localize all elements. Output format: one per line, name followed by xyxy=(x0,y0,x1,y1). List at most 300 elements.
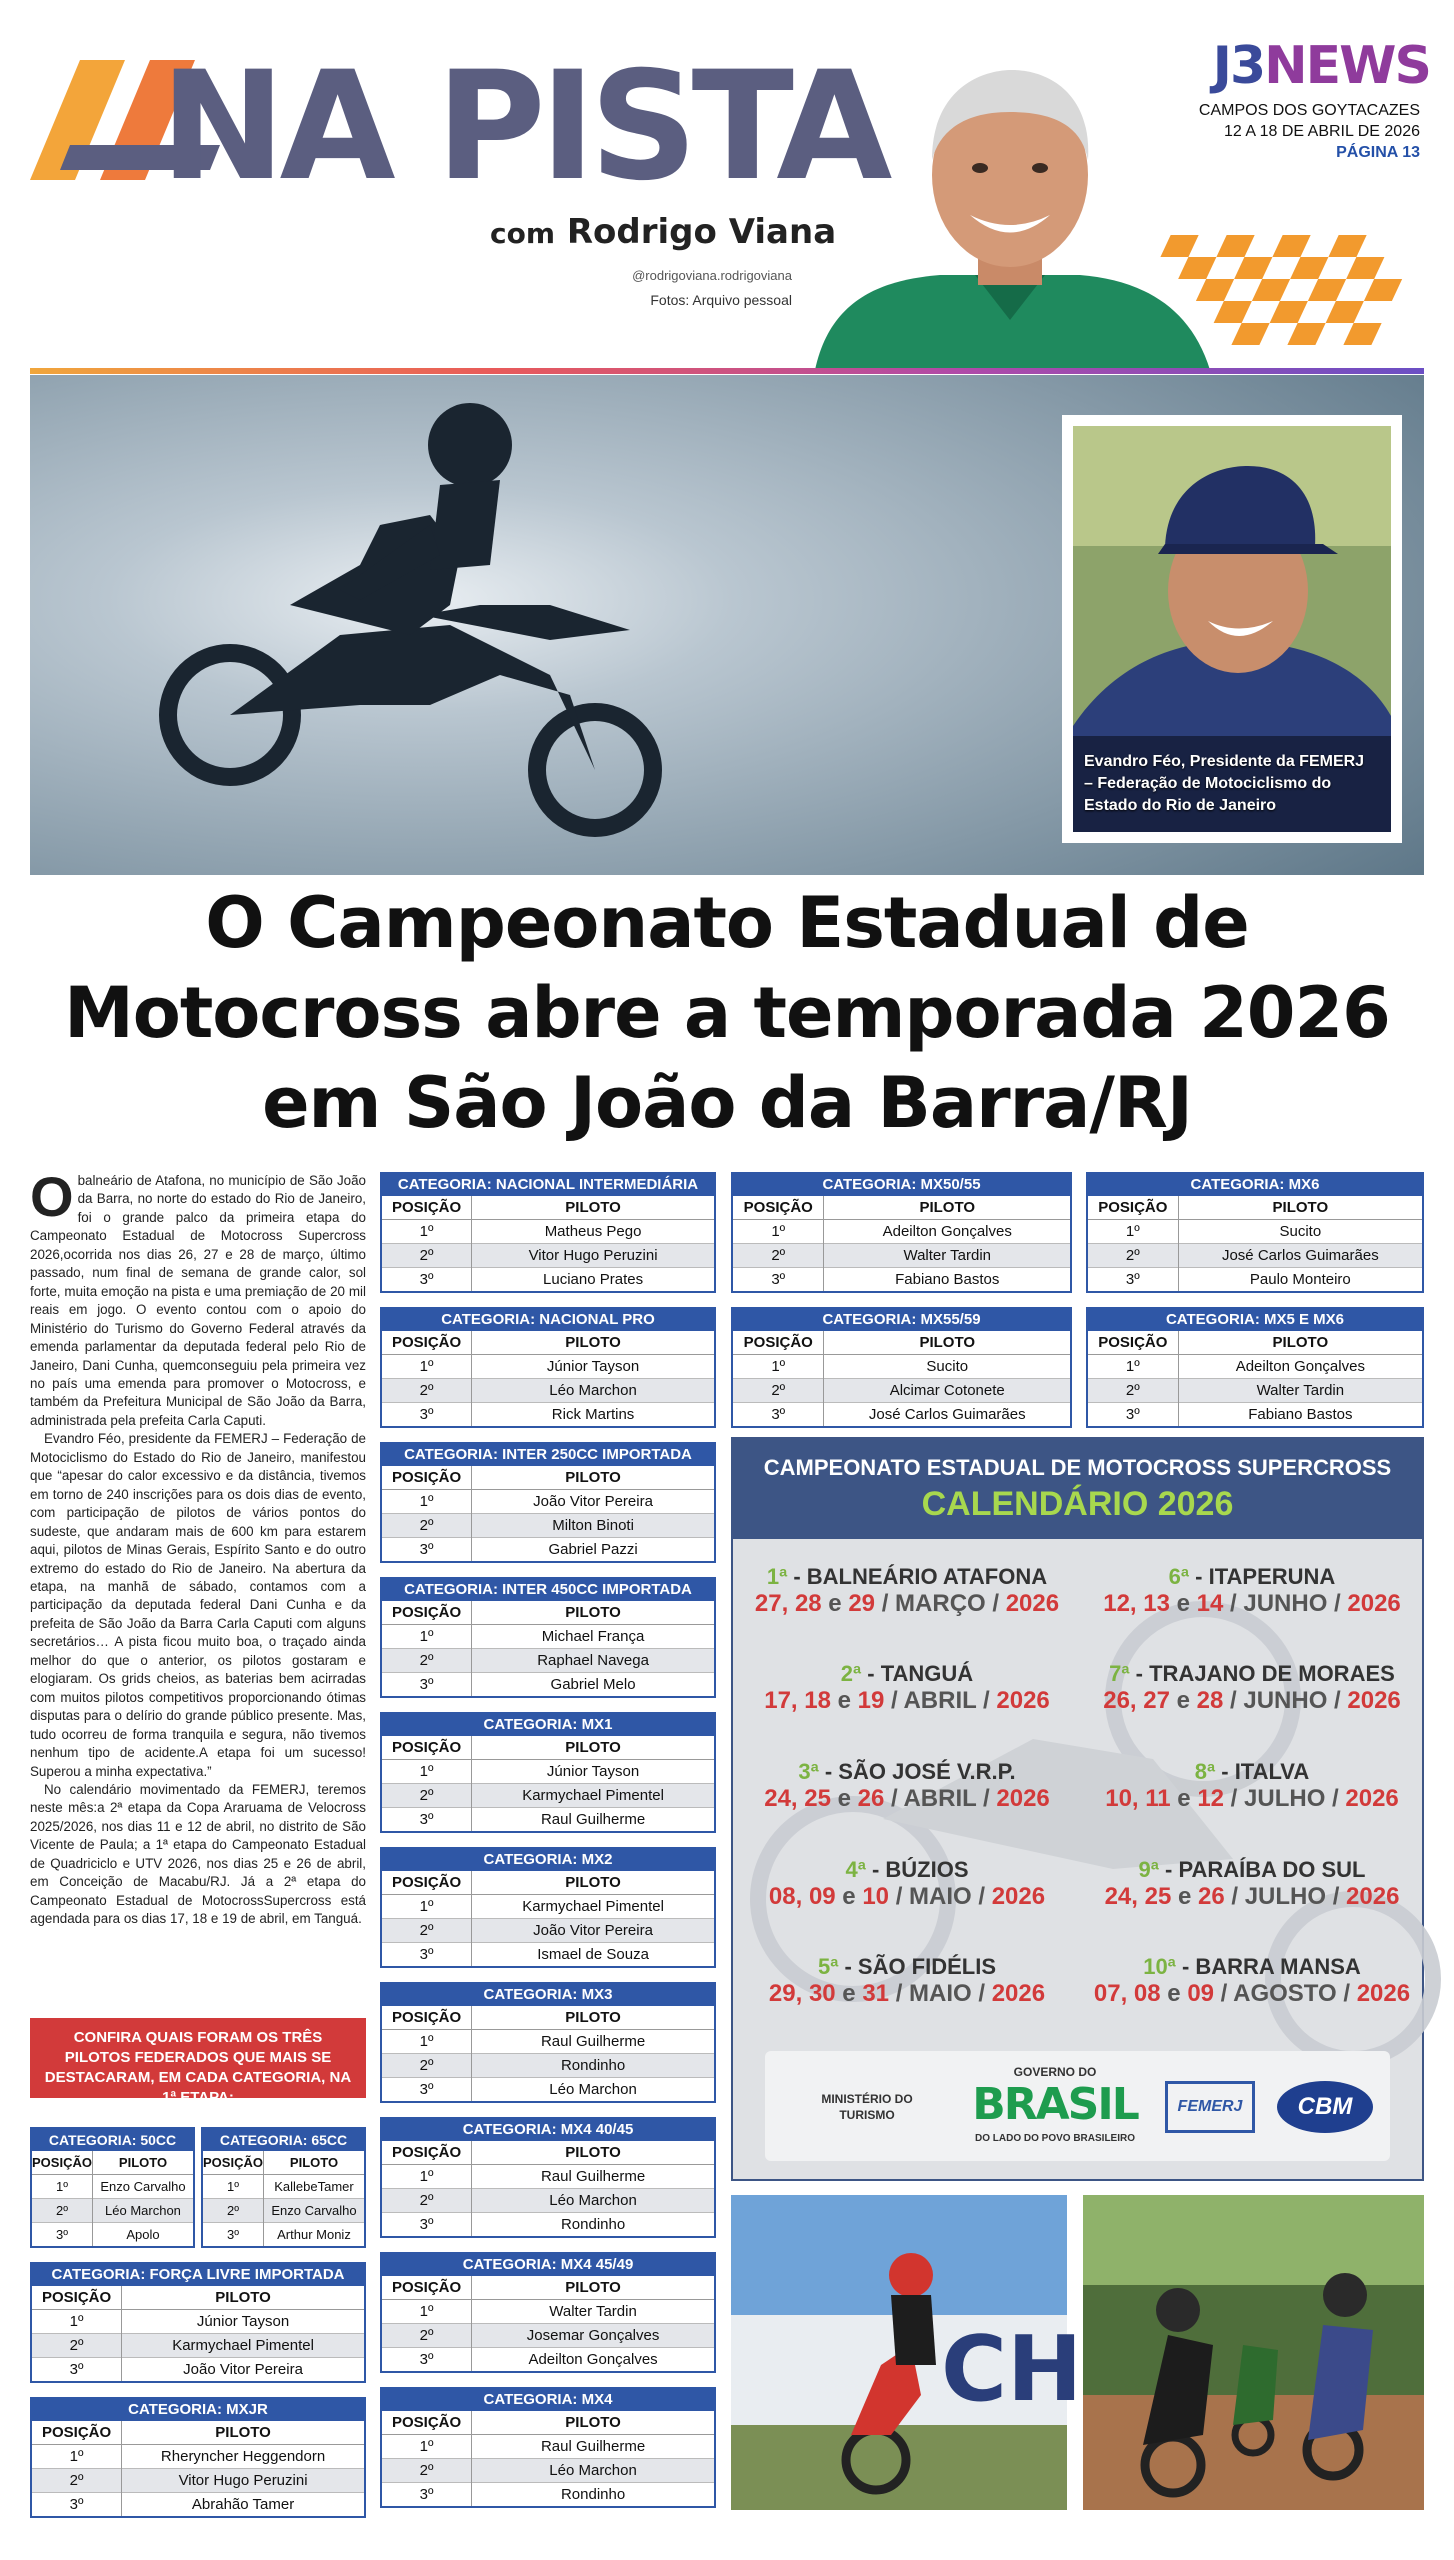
position-cell: 3º xyxy=(32,2492,122,2516)
table-row xyxy=(733,1402,1070,1426)
table-row xyxy=(382,2164,714,2188)
pilot-cell: Júnior Tayson xyxy=(472,1759,714,1783)
table-row xyxy=(1088,1219,1422,1243)
position-cell: 2º xyxy=(382,2323,472,2347)
position-cell: 1º xyxy=(32,2309,122,2333)
pilot-cell: Karmychael Pimentel xyxy=(122,2333,364,2357)
position-header: POSIÇÃO xyxy=(382,1871,472,1894)
results-table xyxy=(203,2151,364,2246)
event-year: 2026 xyxy=(1356,1980,1411,2007)
table-row xyxy=(382,1759,714,1783)
pilot-cell: Rick Martins xyxy=(472,1402,714,1426)
pilot-cell: Léo Marchon xyxy=(472,2077,714,2101)
position-cell: 3º xyxy=(382,1537,472,1561)
results-table xyxy=(382,2411,714,2506)
category-title: CATEGORIA: 50CC xyxy=(32,2129,193,2151)
category-table xyxy=(380,2117,716,2238)
social-handle: @rodrigoviana.rodrigoviana xyxy=(632,268,792,283)
position-header: POSIÇÃO xyxy=(733,1196,824,1219)
page-number: PÁGINA 13 xyxy=(1336,144,1420,161)
event-place: - BALNEÁRIO ATAFONA xyxy=(787,1564,1048,1589)
pilot-cell: Adeilton Gonçalves xyxy=(1178,1354,1422,1378)
pilot-cell: Léo Marchon xyxy=(92,2198,193,2222)
edition-city: CAMPOS DOS GOYTACAZES xyxy=(1198,102,1420,119)
event-order: 3ª xyxy=(798,1759,819,1784)
table-row xyxy=(382,1918,714,1942)
pilot-cell: Walter Tardin xyxy=(472,2299,714,2323)
calendar-event xyxy=(1082,1857,1422,1911)
sponsor-bar xyxy=(765,2051,1390,2161)
results-table xyxy=(382,2141,714,2236)
results-table xyxy=(733,1196,1070,1291)
category-table xyxy=(380,2252,716,2373)
pilot-header: PILOTO xyxy=(122,2286,364,2309)
na-pista-logo xyxy=(30,40,887,214)
j3news-logo xyxy=(1180,36,1430,96)
category-title: CATEGORIA: MXJR xyxy=(32,2399,364,2421)
event-conj: e xyxy=(835,1980,863,2007)
pilot-cell: Raul Guilherme xyxy=(472,2029,714,2053)
pilot-cell: João Vitor Pereira xyxy=(472,1489,714,1513)
event-month: / JULHO / xyxy=(1224,1785,1346,1812)
position-header: POSIÇÃO xyxy=(382,2141,472,2164)
position-cell: 2º xyxy=(382,1648,472,1672)
calendar-header xyxy=(733,1439,1422,1539)
pilot-header: PILOTO xyxy=(472,1736,714,1759)
event-day-last: 29 xyxy=(848,1590,876,1617)
pilot-cell: Vitor Hugo Peruzini xyxy=(472,1243,714,1267)
event-month: / ABRIL / xyxy=(884,1687,997,1714)
results-table xyxy=(382,1871,714,1966)
pilot-header: PILOTO xyxy=(472,2276,714,2299)
position-cell: 3º xyxy=(203,2222,263,2246)
cbm-logo: CBM xyxy=(1277,2081,1373,2133)
calendar-panel xyxy=(731,1437,1424,2181)
position-cell: 2º xyxy=(32,2333,122,2357)
table-row xyxy=(382,2299,714,2323)
pilot-cell: Léo Marchon xyxy=(472,2458,714,2482)
event-place: - ITALVA xyxy=(1215,1759,1310,1784)
category-title: CATEGORIA: NACIONAL INTERMEDIÁRIA xyxy=(382,1174,714,1196)
pilot-cell: Apolo xyxy=(92,2222,193,2246)
table-row xyxy=(32,2309,364,2333)
pilot-cell: Rondinho xyxy=(472,2482,714,2506)
event-name xyxy=(1082,1857,1422,1883)
pilot-header: PILOTO xyxy=(824,1331,1070,1354)
category-title: CATEGORIA: NACIONAL PRO xyxy=(382,1309,714,1331)
logo-text: NA PISTA xyxy=(160,40,887,214)
pilot-header: PILOTO xyxy=(263,2151,364,2174)
event-conj: e xyxy=(1160,1980,1188,2007)
event-days: 29, 30 xyxy=(768,1980,836,2007)
table-row xyxy=(733,1354,1070,1378)
position-cell: 3º xyxy=(1088,1267,1178,1291)
table-row xyxy=(382,1243,714,1267)
table-row xyxy=(382,2029,714,2053)
byline-name: Rodrigo Viana xyxy=(566,212,837,252)
event-day-last: 26 xyxy=(857,1785,885,1812)
event-days: 26, 27 xyxy=(1103,1687,1170,1714)
event-place: - TANGUÁ xyxy=(861,1661,974,1686)
table-row xyxy=(382,1513,714,1537)
results-callout: CONFIRA QUAIS FORAM OS TRÊS PILOTOS FEDERADOS QUE MAIS SE DESTACARAM, EM CADA CATEGORIA, NA 1ª ETAPA: xyxy=(30,2018,366,2098)
pilot-header: PILOTO xyxy=(824,1196,1070,1219)
position-header: POSIÇÃO xyxy=(382,1601,472,1624)
position-cell: 2º xyxy=(733,1378,824,1402)
position-cell: 2º xyxy=(1088,1243,1178,1267)
event-name xyxy=(1082,1759,1422,1785)
headline xyxy=(20,878,1434,1148)
pilot-cell: Alcimar Cotonete xyxy=(824,1378,1070,1402)
event-order: 9ª xyxy=(1138,1857,1159,1882)
results-table xyxy=(382,1196,714,1291)
j3-logo-part: J3 xyxy=(1212,36,1265,96)
event-name xyxy=(1082,1564,1422,1590)
event-year: 2026 xyxy=(996,1687,1050,1714)
position-cell: 1º xyxy=(382,1894,472,1918)
pilot-cell: Raul Guilherme xyxy=(472,2434,714,2458)
svg-text:CH: CH xyxy=(941,2317,1083,2422)
article-text: balneário de Atafona, no município de São João da Barra, no norte do estado do Rio de Janeiro, foi o grande palco da primeira etapa do Campeonato Estadual de Motocross Supercross 2026,ocorrida nos dias 26, 27 e 28 de março, último passado, num final de semana de grande calor, sol forte, muita emoção na pista e uma premiação de 20 mil reais em jogo. O evento contou com o apoio do Ministério do Turismo do Governo Federal através da emenda parlamentar da deputada federal pelo Rio de Janeiro, Dani Cunha, quemconseguiu pela primeira vez no país uma emenda para promover o Motocross, e também da Prefeitura Municipal de São João da Barra, administrada pela prefeita Carla Caputi. xyxy=(30,1173,366,1428)
event-month: / JUNHO / xyxy=(1223,1687,1348,1714)
event-days: 07, 08 xyxy=(1093,1980,1161,2007)
position-cell: 1º xyxy=(382,2434,472,2458)
event-name xyxy=(737,1857,1077,1883)
event-conj: e xyxy=(821,1590,849,1617)
event-order: 7ª xyxy=(1109,1661,1130,1686)
position-cell: 1º xyxy=(1088,1219,1178,1243)
pilot-cell: Paulo Monteiro xyxy=(1178,1267,1422,1291)
motocross-jump-photo xyxy=(731,2195,1083,2510)
calendar-event xyxy=(737,1564,1077,1618)
event-dates xyxy=(1082,1785,1422,1813)
brasil-logo: BRASIL xyxy=(972,2079,1138,2130)
event-name xyxy=(1082,1954,1422,1980)
position-header: POSIÇÃO xyxy=(32,2286,122,2309)
pilot-header: PILOTO xyxy=(92,2151,193,2174)
position-cell: 3º xyxy=(32,2357,122,2381)
pilot-cell: Júnior Tayson xyxy=(472,1354,714,1378)
position-header: POSIÇÃO xyxy=(382,2276,472,2299)
pilot-cell: Milton Binoti xyxy=(472,1513,714,1537)
pilot-cell: Josemar Gonçalves xyxy=(472,2323,714,2347)
position-cell: 2º xyxy=(203,2198,263,2222)
calendar-event xyxy=(737,1857,1077,1911)
calendar-event xyxy=(737,1759,1077,1813)
event-order: 8ª xyxy=(1194,1759,1216,1784)
table-row xyxy=(382,2077,714,2101)
position-cell: 1º xyxy=(203,2174,263,2198)
pilot-cell: Rondinho xyxy=(472,2212,714,2236)
table-row xyxy=(382,2323,714,2347)
table-row xyxy=(32,2444,364,2468)
position-cell: 1º xyxy=(382,1354,472,1378)
position-header: POSIÇÃO xyxy=(382,2411,472,2434)
event-dates xyxy=(737,1883,1077,1911)
position-cell: 2º xyxy=(1088,1378,1178,1402)
table-row xyxy=(382,1648,714,1672)
table-row xyxy=(382,1489,714,1513)
inset-caption: Evandro Féo, Presidente da FEMERJ – Federação de Motociclismo do Estado do Rio de Janeiro xyxy=(1084,753,1365,814)
event-year: 2026 xyxy=(1346,1883,1400,1910)
position-cell: 1º xyxy=(382,2029,472,2053)
pilot-cell: Luciano Prates xyxy=(472,1267,714,1291)
table-row xyxy=(382,1378,714,1402)
pilot-cell: Fabiano Bastos xyxy=(1178,1402,1422,1426)
table-row xyxy=(382,2347,714,2371)
position-cell: 1º xyxy=(733,1354,824,1378)
category-title: CATEGORIA: MX4 45/49 xyxy=(382,2254,714,2276)
event-order: 4ª xyxy=(845,1857,866,1882)
results-table xyxy=(382,1331,714,1426)
pilot-header: PILOTO xyxy=(1178,1331,1422,1354)
position-cell: 3º xyxy=(382,1807,472,1831)
position-cell: 2º xyxy=(382,2188,472,2212)
results-table xyxy=(382,2276,714,2371)
position-cell: 2º xyxy=(32,2468,122,2492)
results-table xyxy=(382,1736,714,1831)
position-cell: 2º xyxy=(733,1243,824,1267)
event-dates xyxy=(737,1590,1077,1618)
pilot-cell: Léo Marchon xyxy=(472,1378,714,1402)
table-row xyxy=(382,1354,714,1378)
position-cell: 3º xyxy=(1088,1402,1178,1426)
table-row xyxy=(32,2222,193,2246)
category-title: CATEGORIA: 65CC xyxy=(203,2129,364,2151)
event-day-last: 12 xyxy=(1197,1785,1225,1812)
headline-line: O Campeonato Estadual de xyxy=(205,882,1249,964)
pilot-cell: Walter Tardin xyxy=(1178,1378,1422,1402)
pilot-header: PILOTO xyxy=(472,1466,714,1489)
pilot-header: PILOTO xyxy=(472,2141,714,2164)
pilot-cell: Walter Tardin xyxy=(824,1243,1070,1267)
position-cell: 3º xyxy=(733,1267,824,1291)
pilot-cell: Arthur Moniz xyxy=(263,2222,364,2246)
table-row xyxy=(382,2188,714,2212)
table-row xyxy=(382,1783,714,1807)
inset-photo-frame xyxy=(1062,415,1402,843)
event-place: - TRAJANO DE MORAES xyxy=(1129,1661,1395,1686)
category-title: CATEGORIA: MX2 xyxy=(382,1849,714,1871)
pilot-cell: José Carlos Guimarães xyxy=(1178,1243,1422,1267)
position-cell: 3º xyxy=(382,2482,472,2506)
results-table xyxy=(32,2421,364,2516)
position-cell: 1º xyxy=(1088,1354,1178,1378)
category-table xyxy=(380,2387,716,2508)
category-table xyxy=(380,1577,716,1698)
table-row xyxy=(382,1219,714,1243)
columnist-portrait xyxy=(800,50,1220,370)
table-row xyxy=(733,1219,1070,1243)
article-body xyxy=(30,1165,366,1929)
calendar-event xyxy=(737,1954,1077,2008)
pilot-cell: Adeilton Gonçalves xyxy=(472,2347,714,2371)
event-order: 10ª xyxy=(1143,1954,1176,1979)
event-days: 10, 11 xyxy=(1105,1785,1171,1812)
position-cell: 2º xyxy=(382,1918,472,1942)
position-cell: 1º xyxy=(382,1624,472,1648)
position-header: POSIÇÃO xyxy=(382,1466,472,1489)
event-order: 6ª xyxy=(1168,1564,1190,1589)
category-title: CATEGORIA: MX3 xyxy=(382,1984,714,2006)
position-cell: 3º xyxy=(382,1672,472,1696)
calendar-event xyxy=(1082,1564,1422,1618)
table-row xyxy=(382,2053,714,2077)
pilot-cell: Rheryncher Heggendorn xyxy=(122,2444,364,2468)
table-row xyxy=(382,2212,714,2236)
table-row xyxy=(382,2482,714,2506)
category-title: CATEGORIA: MX4 xyxy=(382,2389,714,2411)
event-days: 27, 28 xyxy=(754,1590,822,1617)
position-header: POSIÇÃO xyxy=(382,1196,472,1219)
pilot-cell: Adeilton Gonçalves xyxy=(824,1219,1070,1243)
event-day-last: 19 xyxy=(857,1687,885,1714)
position-cell: 1º xyxy=(382,2299,472,2323)
results-table xyxy=(382,1466,714,1561)
table-row xyxy=(733,1243,1070,1267)
table-row xyxy=(382,1672,714,1696)
pilot-cell: Ismael de Souza xyxy=(472,1942,714,1966)
position-cell: 3º xyxy=(733,1402,824,1426)
position-header: POSIÇÃO xyxy=(733,1331,824,1354)
event-conj: e xyxy=(1170,1785,1198,1812)
pilot-header: PILOTO xyxy=(472,1196,714,1219)
calendar-subtitle: CALENDÁRIO 2026 xyxy=(921,1485,1234,1523)
calendar-title: CAMPEONATO ESTADUAL DE MOTOCROSS SUPERCROSS xyxy=(763,1455,1392,1480)
pilot-header: PILOTO xyxy=(472,1871,714,1894)
event-name xyxy=(737,1661,1077,1687)
pilot-cell: Sucito xyxy=(1178,1219,1422,1243)
pilot-header: PILOTO xyxy=(1178,1196,1422,1219)
calendar-event xyxy=(1082,1954,1422,2008)
pilot-cell: Fabiano Bastos xyxy=(824,1267,1070,1291)
femerj-logo: FEMERJ xyxy=(1165,2081,1255,2133)
pilot-cell: Raul Guilherme xyxy=(472,2164,714,2188)
event-dates xyxy=(737,1687,1077,1715)
event-year: 2026 xyxy=(1005,1590,1060,1617)
event-place: - SÃO JOSÉ V.R.P. xyxy=(818,1759,1016,1784)
table-row xyxy=(382,1402,714,1426)
table-row xyxy=(32,2468,364,2492)
table-row xyxy=(1088,1378,1422,1402)
event-day-last: 26 xyxy=(1197,1883,1225,1910)
table-row xyxy=(382,1267,714,1291)
category-title: CATEGORIA: MX4 40/45 xyxy=(382,2119,714,2141)
table-row xyxy=(382,1807,714,1831)
table-row xyxy=(32,2357,364,2381)
event-month: / JULHO / xyxy=(1224,1883,1347,1910)
event-name xyxy=(737,1564,1077,1590)
ministry-logo: MINISTÉRIO DO TURISMO xyxy=(821,2092,913,2122)
pilot-cell: José Carlos Guimarães xyxy=(824,1402,1070,1426)
event-dates xyxy=(1082,1980,1422,2008)
position-cell: 3º xyxy=(382,1942,472,1966)
edition-date: 12 A 18 DE ABRIL DE 2026 xyxy=(1224,123,1420,140)
position-header: POSIÇÃO xyxy=(382,2006,472,2029)
results-table xyxy=(733,1331,1070,1426)
news-logo-part: NEWS xyxy=(1264,36,1430,96)
pilot-header: PILOTO xyxy=(472,2411,714,2434)
pilot-cell: Júnior Tayson xyxy=(122,2309,364,2333)
position-cell: 1º xyxy=(382,1489,472,1513)
event-name xyxy=(737,1759,1077,1785)
pilot-cell: Karmychael Pimentel xyxy=(472,1783,714,1807)
event-place: - PARAÍBA DO SUL xyxy=(1158,1857,1366,1882)
event-conj: e xyxy=(1169,1590,1197,1617)
event-year: 2026 xyxy=(1345,1785,1399,1812)
results-table xyxy=(32,2151,193,2246)
pilot-header: PILOTO xyxy=(472,1601,714,1624)
category-table xyxy=(731,1307,1072,1428)
category-title: CATEGORIA: INTER 450CC IMPORTADA xyxy=(382,1579,714,1601)
calendar-event xyxy=(1082,1661,1422,1715)
motocross-race-photo xyxy=(1083,2195,1424,2510)
results-table xyxy=(1088,1196,1422,1291)
pilot-cell: João Vitor Pereira xyxy=(472,1918,714,1942)
category-title: CATEGORIA: MX6 xyxy=(1088,1174,1422,1196)
event-conj: e xyxy=(1169,1687,1197,1714)
event-place: - ITAPERUNA xyxy=(1189,1564,1336,1589)
category-table xyxy=(380,1172,716,1293)
event-days: 12, 13 xyxy=(1103,1590,1170,1617)
headline-line: em São João da Barra/RJ xyxy=(262,1062,1192,1144)
event-dates xyxy=(1082,1590,1422,1618)
category-title: CATEGORIA: MX5 E MX6 xyxy=(1088,1309,1422,1331)
pilot-cell: Raphael Navega xyxy=(472,1648,714,1672)
event-year: 2026 xyxy=(1347,1687,1401,1714)
category-table xyxy=(30,2397,366,2518)
table-row xyxy=(1088,1243,1422,1267)
gov-slogan: DO LADO DO POVO BRASILEIRO xyxy=(974,2133,1135,2144)
event-dates xyxy=(737,1980,1077,2008)
position-cell: 2º xyxy=(382,1783,472,1807)
pilot-cell: Karmychael Pimentel xyxy=(472,1894,714,1918)
category-title: CATEGORIA: INTER 250CC IMPORTADA xyxy=(382,1444,714,1466)
position-header: POSIÇÃO xyxy=(1088,1196,1178,1219)
position-cell: 2º xyxy=(382,1513,472,1537)
pilot-header: PILOTO xyxy=(472,1331,714,1354)
event-conj: e xyxy=(835,1883,863,1910)
event-order: 1ª xyxy=(766,1564,788,1589)
position-cell: 2º xyxy=(382,2458,472,2482)
table-row xyxy=(1088,1354,1422,1378)
byline-prefix: com xyxy=(490,217,556,250)
event-conj: e xyxy=(830,1687,858,1714)
event-name xyxy=(1082,1661,1422,1687)
position-cell: 1º xyxy=(382,2164,472,2188)
pilot-cell: Gabriel Melo xyxy=(472,1672,714,1696)
event-place: - BARRA MANSA xyxy=(1175,1954,1361,1979)
drop-cap: O xyxy=(30,1165,74,1228)
position-cell: 2º xyxy=(382,1378,472,1402)
table-row xyxy=(733,1378,1070,1402)
position-cell: 1º xyxy=(32,2174,92,2198)
table-row xyxy=(1088,1267,1422,1291)
table-row xyxy=(32,2198,193,2222)
event-days: 08, 09 xyxy=(768,1883,836,1910)
category-table xyxy=(1086,1307,1424,1428)
article-paragraph: Evandro Féo, presidente da FEMERJ – Federação de Motociclismo do Estado do Rio de Janeiro, manifestou que “apesar do calor excessivo e da distância, tivemos em torno de 240 inscrições para os dois dias de evento, com participação de pilotos de vários pontos do sudeste, que andaram mais de 600 km para estarem aqui, pilotos de Minas Gerais, Espírito Santo e do outro extremo do estado do Rio de Janeiro. Na abertura da etapa, na manhã de sábado, contamos com a participação da deputada federal Dani Cunha e da prefeita de São João da Barra Carla Caputi com alguns secretários… A pista ficou muito boa, o traçado ainda melhor do que o anterior, os pilotos gostaram e elogiaram. Os grids cheios, as baterias bem acirradas com muitos pilotos competitivos proporcionando ótimas disputas para o delírio do grande público presente. Mas, tudo ocorreu de forma tranquila e segura, não tivemos nenhum tipo de acidente.A etapa foi um sucesso! Superou a minha expectativa.” xyxy=(30,1431,366,1779)
article-paragraph: No calendário movimentado da FEMERJ, teremos neste mês:a 2ª etapa da Copa Araruama de Velocross 2025/2026, nos dias 11 e 12 de abril, no distrito de São Vicente de Paula; a 1ª etapa do Campeonato Estadual de Quadriciclo e UTV 2026, nos dias 25 e 26 de abril, em Conceição de Macabu/RJ. Já a 2ª etapa do Campeonato Estadual de MotocrossSupercross está agendada para os dias 17, 18 e 19 de abril, em Tanguá. xyxy=(30,1781,366,1927)
event-year: 2026 xyxy=(991,1980,1046,2007)
position-header: POSIÇÃO xyxy=(32,2421,122,2444)
table-row xyxy=(382,1894,714,1918)
calendar-event xyxy=(737,1661,1077,1715)
event-days: 24, 25 xyxy=(1104,1883,1172,1910)
category-table xyxy=(30,2262,366,2383)
table-row xyxy=(203,2222,364,2246)
event-day-last: 10 xyxy=(862,1883,890,1910)
